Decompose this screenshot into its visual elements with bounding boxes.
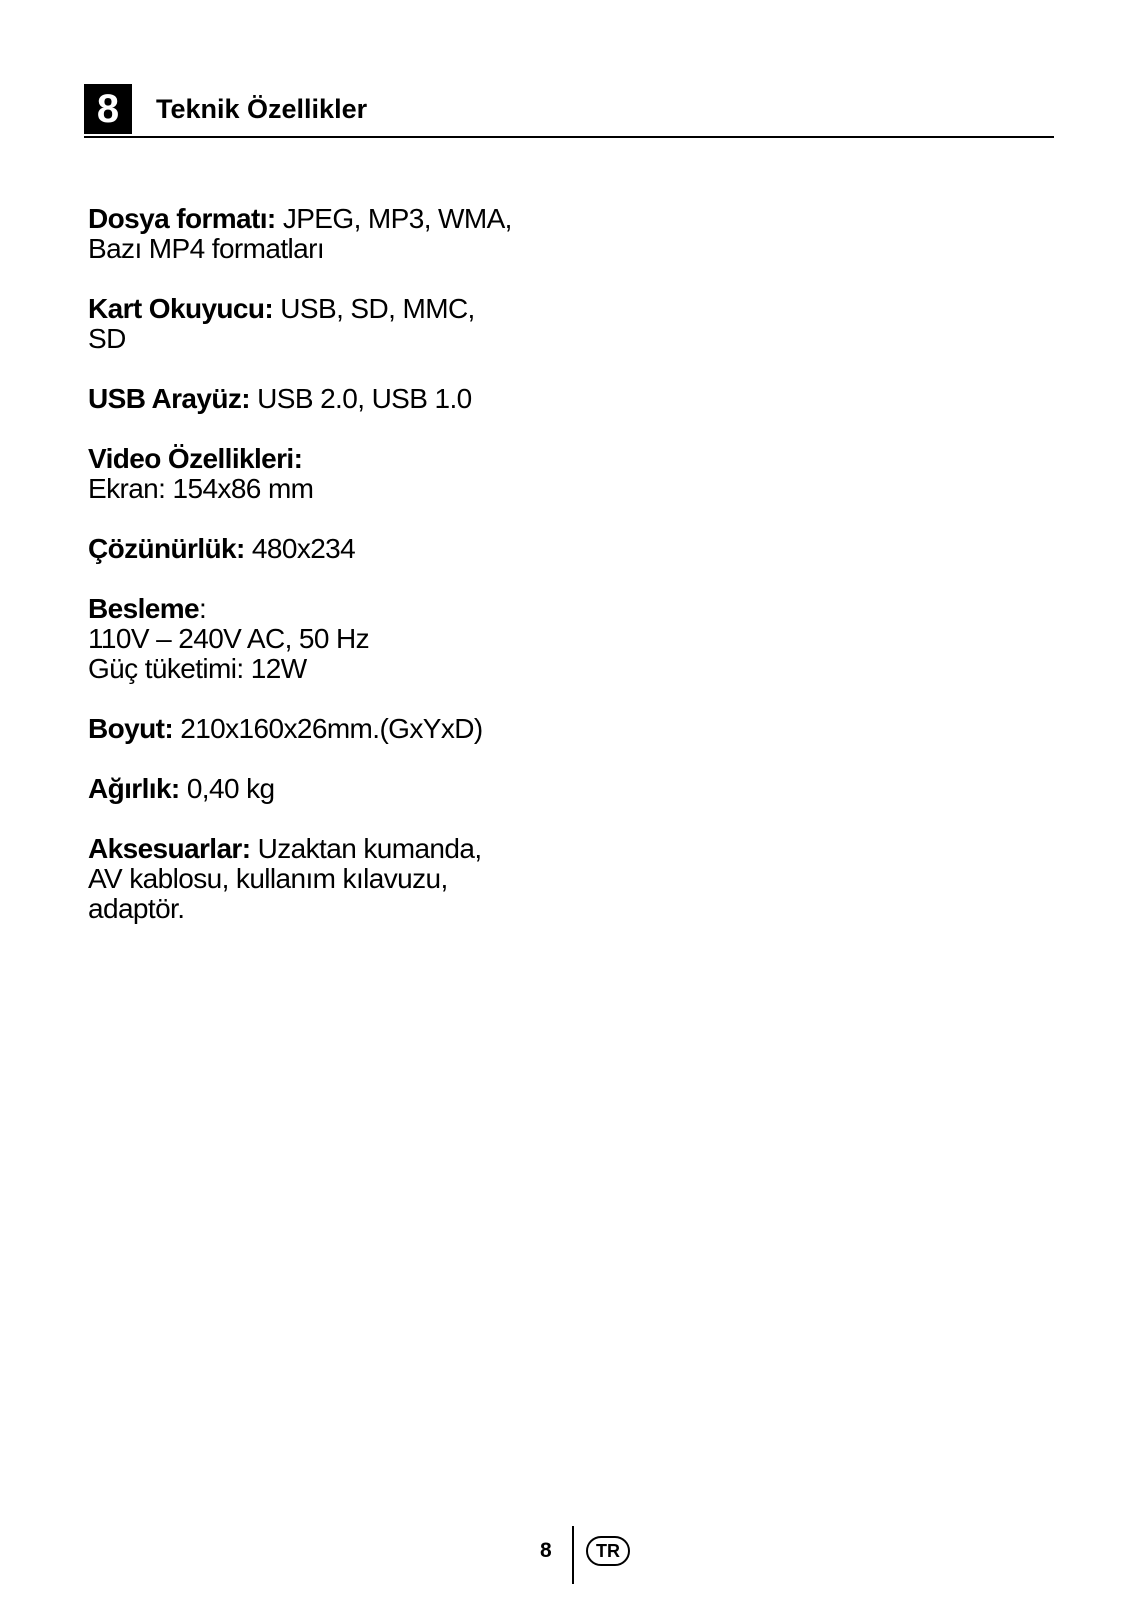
spec-label: Dosya formatı: xyxy=(88,203,276,234)
spec-label: Besleme xyxy=(88,593,199,624)
spec-label: Video Özellikleri: xyxy=(88,443,303,474)
language-badge: TR xyxy=(586,1536,630,1566)
spec-label: USB Arayüz: xyxy=(88,383,250,414)
spec-value: 0,40 kg xyxy=(179,773,275,804)
spec-value: USB, SD, MMC, xyxy=(273,293,475,324)
spec-label: Aksesuarlar: xyxy=(88,833,251,864)
spec-line: SD xyxy=(88,323,126,354)
section-header xyxy=(84,84,1054,138)
footer-divider xyxy=(572,1526,574,1584)
spec-value: 480x234 xyxy=(244,533,356,564)
spec-label: Çözünürlük: xyxy=(88,533,245,564)
spec-value: USB 2.0, USB 1.0 xyxy=(249,383,472,414)
page-number: 8 xyxy=(540,1539,552,1562)
spec-line: adaptör. xyxy=(88,893,185,924)
spec-line: Ekran: 154x86 mm xyxy=(88,473,314,504)
spec-value: Uzaktan kumanda, xyxy=(250,833,482,864)
page-footer xyxy=(540,1526,740,1586)
spec-dimensions xyxy=(88,714,648,744)
spec-accessories xyxy=(88,834,648,924)
spec-list xyxy=(88,204,648,954)
spec-card-reader xyxy=(88,294,648,354)
spec-value: JPEG, MP3, WMA, xyxy=(275,203,512,234)
spec-power-supply xyxy=(88,594,648,684)
spec-usb-interface xyxy=(88,384,648,414)
spec-resolution xyxy=(88,534,648,564)
spec-video-features xyxy=(88,444,648,504)
spec-weight xyxy=(88,774,648,804)
spec-label: Ağırlık: xyxy=(88,773,180,804)
spec-line: Güç tüketimi: 12W xyxy=(88,653,307,684)
spec-value: 210x160x26mm.(GxYxD) xyxy=(173,713,483,744)
spec-file-format xyxy=(88,204,648,264)
spec-line: AV kablosu, kullanım kılavuzu, xyxy=(88,863,448,894)
spec-value: : xyxy=(199,593,207,624)
section-number-badge: 8 xyxy=(84,84,132,134)
spec-line: Bazı MP4 formatları xyxy=(88,233,325,264)
spec-label: Kart Okuyucu: xyxy=(88,293,274,324)
section-title: Teknik Özellikler xyxy=(156,94,368,124)
spec-label: Boyut: xyxy=(88,713,174,744)
spec-line: 110V – 240V AC, 50 Hz xyxy=(88,623,370,654)
